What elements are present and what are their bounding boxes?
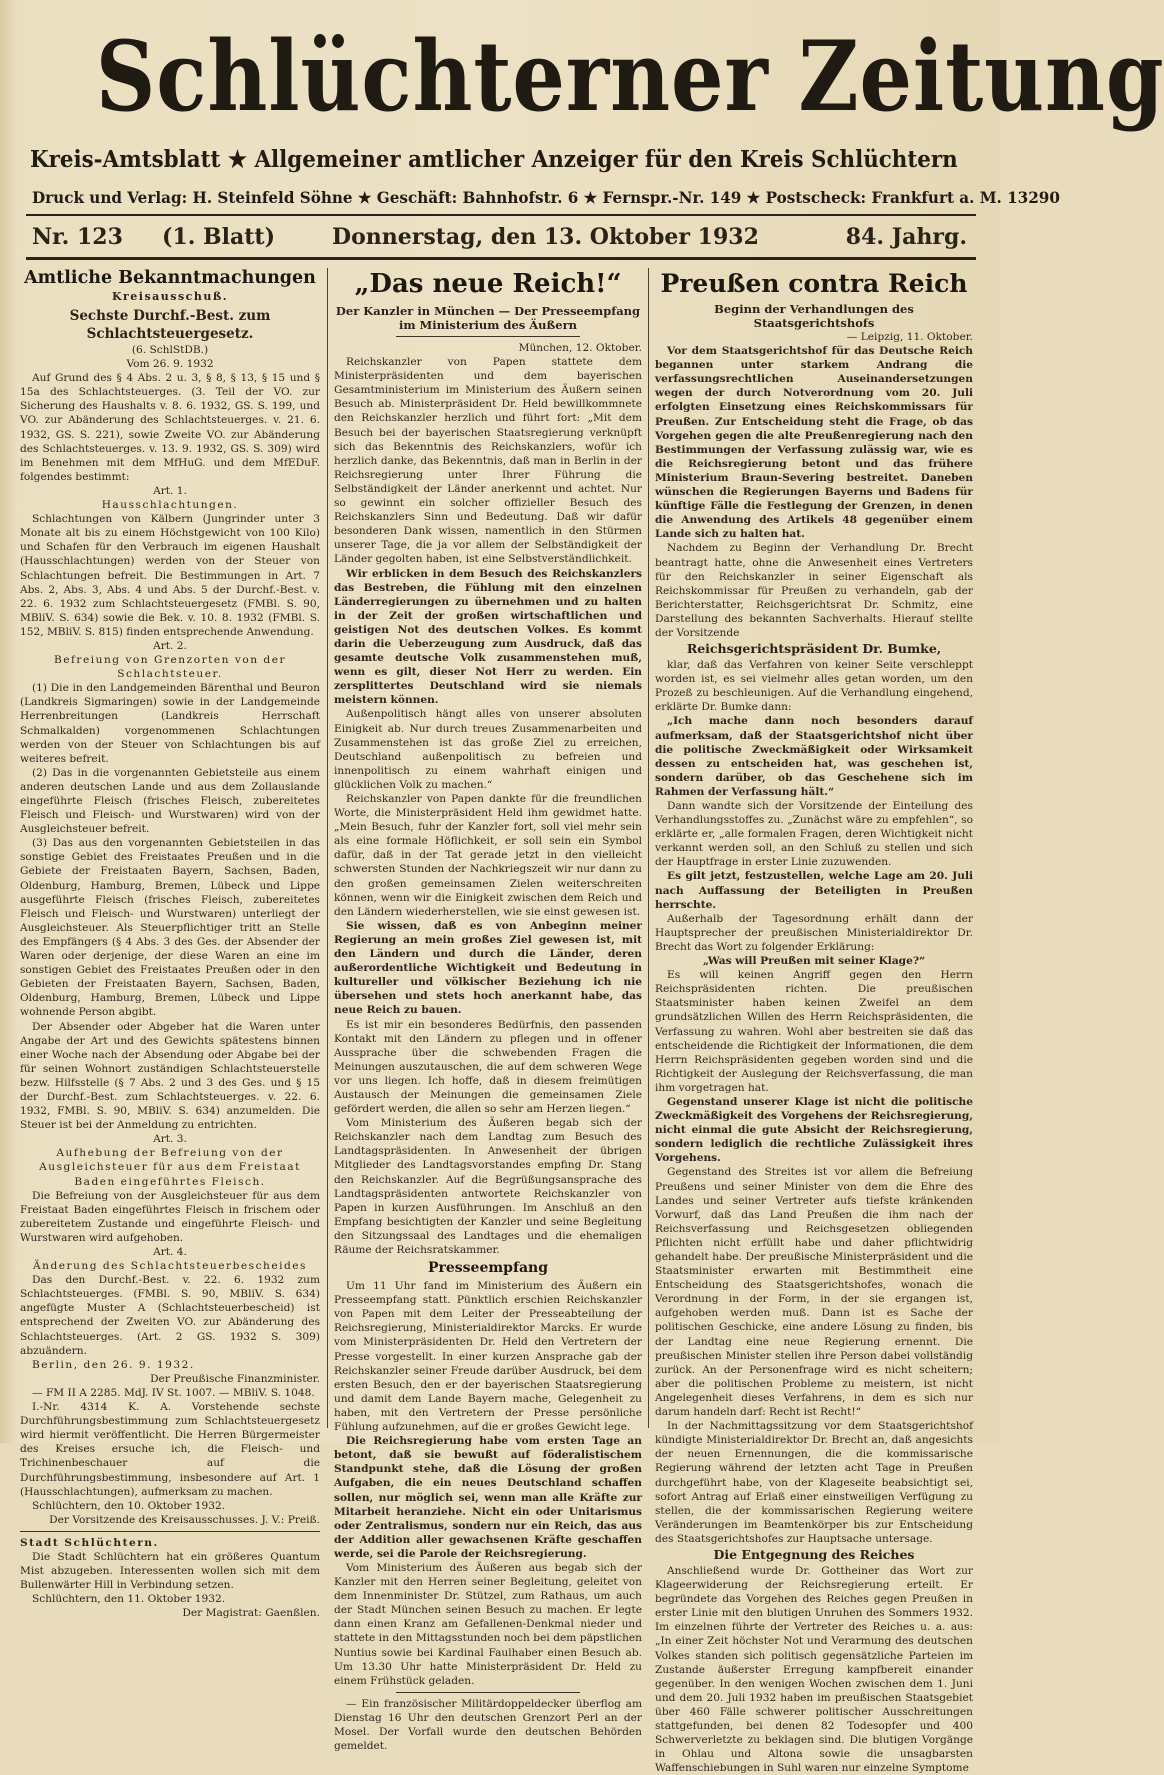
issue-date: Donnerstag, den 13. Oktober 1932: [332, 224, 759, 250]
paragraph: Die Reichsregierung habe vom ersten Tage an betont, daß sie bewußt auf föderalistischem Standpunkt stehe, daß die Lösung der großen Aufgaben, die ein neues Deutschland schaffen sollen, nur möglich sei, wenn man alle Kräfte zur Mitarbeit heranziehe. Nicht ein oder Unitarismus oder Zentralismus, sondern nur ein Reich, das aus der Addition aller gewachsenen Kräfte geschaffen werde, sei die Parole der Reichsregierung.: [334, 1435, 642, 1560]
paragraph: Vor dem Staatsgerichtshof für das Deutsche Reich begannen unter starkem Andrang die verfassungsrechtlichen Auseinandersetzungen wegen der durch Notverordnung vom 20. Juli erfolgten Einsetzung eines Reichskommissars für Preußen. Zur Entscheidung steht die Frage, ob das Vorgehen gegen die alte Preußenregierung nach den Bestimmungen der Verfassung zulässig war, wie es die Reichsregierung betont und das frühere Ministerium Braun-Severing bestreitet. Daneben wünschen die Regierungen Bayerns und Badens für künftige Fälle die Festlegung der Grenzen, in denen die Anwendung des Artikels 48 gegenüber einem Lande sich zu halten hat.: [655, 345, 973, 541]
paragraph: Gegenstand des Streites ist vor allem die Befreiung Preußens und seiner Minister von dem die Ehre des Landes und seiner Vertreter aufs tiefste kränkenden Vorwurf, daß das Land Preußen die ihm nach der Reichsverfassung und Reichsgesetzen obliegenden Pflichten nicht erfüllt habe und daher pflichtwidrig gehandelt habe. Der preußische Ministerpräsident und die Staatsminister erwarten mit Bestimmtheit eine Entscheidung des Staatsgerichtshofes, wonach die Verordnung in der Form, in der sie ergangen ist, aufgehoben werden muß. Dann ist es Sache der politischen Geschicke, eine andere Lösung zu finden, bis der Landtag eine neue Regierung ernennt. Die preußischen Minister stellen ihre Person dabei vollständig zurück. An der Personenfrage wird es nicht scheitern; aber die politischen Probleme zu meistern, ist nicht Angelegenheit dieses Verfahrens, in dem es sich nur darum handeln darf: Recht ist Recht!“: [655, 1166, 973, 1419]
column-divider: [327, 268, 328, 1428]
issue-line: [32, 218, 967, 256]
paragraph: Dann wandte sich der Vorsitzende der Einteilung des Verhandlungsstoffes zu. „Zunächst wäre zu empfehlen“, so erklärte er, „alle formalen Fragen, deren Wichtigkeit nicht verkannt werden soll, an den Schluß zu stellen und sich der Hauptfrage in erster Linie zuzuwenden.: [655, 800, 973, 869]
article-number: Art. 2.: [153, 639, 187, 652]
paragraph: Der Absender oder Abgeber hat die Waren unter Angabe der Art und des Gewichts spätestens binnen einer Woche nach der Absendung oder Abgabe bei der für seinen Wohnort zuständigen Schlachtsteuerstelle bezw. Hilfsstelle (§ 7 Abs. 2 und 3 des Ges. und § 15 der Durchf.-Best. zum Schlachtsteuerges. v. 22. 6. 1932, FMBl. S. 90, MBliV. S. 634) anzumelden. Die Steuer ist bei der Anmeldung zu entrichten.: [20, 1020, 320, 1132]
notices-subheading: Kreisausschuß.: [111, 290, 229, 303]
paragraph: Schlüchtern, den 11. Oktober 1932.: [32, 1593, 226, 1606]
issue-year: 84. Jahrg.: [845, 224, 967, 250]
paragraph: Wir erblicken in dem Besuch des Reichskanzlers das Bestreben, die Fühlung mit den einzelnen Länderregierungen zu übernehmen und zu halten in der Zeit der großen wirtschaftlichen und geistigen Not des deutschen Volkes. Es kommt darin die Ueberzeugung zum Ausdruck, daß das gesamte deutsche Volk zusammenstehen muß, wenn es gilt, dieser Not Herr zu werden. Ein zersplittertes Deutschland wird sie niemals meistern können.: [334, 567, 642, 707]
ordinance-ref: (6. SchlStDB.): [131, 344, 209, 356]
ordinance-date: Vom 26. 9. 1932: [126, 358, 214, 371]
column-official-notices: [20, 262, 320, 1620]
paragraph: (3) Das aus den vorgenannten Gebietsteilen in das sonstige Gebiet des Freistaates Preußen und in die Gebiete der Freistaaten Bayern, Sachsen, Baden, Oldenburg, Hamburg, Bremen, Lübeck und Lippe ausgeführte Fleisch (frisches Fleisch, zubereitetes Fleisch und Fleisch- und Wurstwaren) unterliegt der Ausgleichsteuer. Als Steuerpflichtiger tritt an Stelle des Empfängers (§ 4 Abs. 3 des Ges. der Absender der Waren oder derjenige, der diese Waren an eine im sonstigen Gebiet des Freistaates Preußen oder in den Gebieten der Freistaaten Bayern, Sachsen, Baden, Oldenburg, Hamburg, Bremen, Lübeck und Lippe wohnende Person abgibt.: [20, 837, 320, 1019]
article-number: Art. 3.: [153, 1133, 187, 1146]
reference-line: — FM II A 2285. MdJ. IV St. 1007. — MBliV. S. 1048.: [32, 1386, 315, 1399]
column-new-reich: [334, 262, 642, 1753]
column-divider: [648, 268, 649, 1428]
paragraph: Es gilt jetzt, festzustellen, welche Lage am 20. Juli nach Auffassung der Beteiligten in Preußen herrschte.: [655, 870, 973, 911]
dateline: München, 12. Oktober.: [518, 342, 642, 354]
paragraph: Um 11 Uhr fand im Ministerium des Äußern ein Presseempfang statt. Pünktlich erschien Reichskanzler von Papen mit dem Leiter der Presseabteilung der Reichsregierung, Ministerialdirektor Marcks. Er wurde vom Ministerpräsidenten Dr. Held den Vertretern der Presse vorgestellt. In einer kurzen Ansprache gab der Reichskanzler seiner Freude darüber Ausdruck, bei dem ersten Besuch, den er der bayerischen Staatsregierung und damit dem Lande Bayern mache, Gelegenheit zu haben, mit den Vertretern der Presse persönliche Fühlung aufzunehmen, auf die er großes Gewicht lege.: [334, 1280, 642, 1434]
paragraph: In der Nachmittagssitzung vor dem Staatsgerichtshof kündigte Ministerialdirektor Dr. Brecht an, daß angesichts der neuen Ernennungen, die die kommissarische Regierung während der letzten acht Tage in Preußen durchgeführt habe, von der Klageseite beabsichtigt sei, sofort Antrag auf Erlaß einer einstweiligen Verfügung zu stellen, die der kommissarischen Regierung weitere Veränderungen im Beamtenkörper bis zur Entscheidung des Staatsgerichtshofes zur Hauptsache untersage.: [655, 1420, 973, 1545]
paragraph: I.-Nr. 4314 K. A. Vorstehende sechste Durchführungsbestimmung zum Schlachtsteuergesetz wird hiermit veröffentlicht. Die Herren Bürgermeister des Kreises ersuche ich, die Fleisch- und Trichinenbeschauer auf die Durchführungsbestimmung, insbesondere auf Art. 1 (Hausschlachtungen), aufmerksam zu machen.: [20, 1401, 320, 1498]
article-title: Befreiung von Grenzorten von der Schlachtsteuer.: [53, 654, 287, 681]
paragraph: — Ein französischer Militärdoppeldecker überflog am Dienstag 16 Uhr den deutschen Grenzort Perl an der Mosel. Der Vorfall wurde den deutschen Behörden gemeldet.: [334, 1697, 642, 1753]
paragraph: Außenpolitisch hängt alles von unserer absoluten Einigkeit ab. Nur durch treues Zusammenarbeiten und Zusammenstehen ist das große Ziel zu erreichen, Deutschland außenpolitisch zu befreien und innenpolitisch zu einem wahrhaft einigen und glücklichen Volk zu machen.“: [334, 708, 642, 791]
signature: Der Magistrat: Gaenßlen.: [182, 1607, 320, 1620]
paragraph: Sie wissen, daß es von Anbeginn meiner Regierung an mein großes Ziel gewesen ist, mit den Ländern und durch die Länder, deren außerordentliche Wichtigkeit und Bedeutung in kultureller und völkischer Beziehung ich nie übersehen und stets hoch anerkannt habe, das neue Reich zu bauen.: [334, 919, 642, 1017]
section-heading: Reichsgerichtspräsident Dr. Bumke,: [686, 641, 942, 657]
signature: Der Vorsitzende des Kreisausschusses. J. V.: Preiß.: [49, 1513, 320, 1526]
section-heading: Stadt Schlüchtern.: [20, 1536, 159, 1549]
article-heading: „Das neue Reich!“: [354, 269, 622, 299]
article-subheading: Beginn der Verhandlungen des Staatsgerichtshofs: [714, 302, 914, 330]
masthead-rule-bottom: [26, 257, 976, 260]
masthead-title: Schlüchterner Zeitung: [95, 20, 1164, 133]
article-subheading: Der Kanzler in München — Der Presseempfang im Ministerium des Äußern: [335, 304, 641, 332]
article-heading: Preußen contra Reich: [660, 269, 968, 298]
paragraph: Es will keinen Angriff gegen den Herrn Reichspräsidenten richten. Die preußischen Staatsminister haben keinen Zweifel an dem grundsätzlichen Willen des Herrn Reichspräsidenten, die Verfassung zu wahren. Wohl aber bestreiten sie daß das entscheidende die Richtigkeit der Informationen, die dem Herrn Reichspräsidenten gegeben worden sind und die Richtigkeit der Auslegung der Reichsverfassung, die man ihm vorgetragen hat.: [655, 969, 973, 1094]
paragraph: Schlachtungen von Kälbern (Jungrinder unter 3 Monate alt bis zu einem Höchstgewicht von 100 Kilo) und Schafen für den Verbrauch im eigenen Haushalt (Hausschlachtungen) werden von der Steuer von Schlachtungen befreit. Die Bestimmungen in Art. 7 Abs. 2, Abs. 3, Abs. 4 und Abs. 5 der Durchf.-Best. v. 22. 6. 1932 zum Schlachtsteuergesetz (FMBl. S. 90, MBliV. S. 634) sowie die Bek. v. 10. 8. 1932 (FMBl. S. 152, MBliV. S. 815) finden entsprechende Anwendung.: [20, 513, 320, 638]
section-heading: Presseempfang: [427, 1260, 549, 1277]
quote-heading: „Was will Preußen mit seiner Klage?“: [702, 955, 926, 968]
article-title: Aufhebung der Befreiung von der Ausgleichsteuer für aus dem Freistaat Baden eingeführtes Fleisch.: [39, 1147, 301, 1188]
paragraph: Die Stadt Schlüchtern hat ein größeres Quantum Mist abzugeben. Interessenten wollen sich mit dem Bullenwärter Hill in Verbindung setzen.: [20, 1550, 320, 1592]
paragraph: Berlin, den 26. 9. 1932.: [32, 1358, 195, 1371]
paragraph: Das den Durchf.-Best. v. 22. 6. 1932 zum Schlachtsteuerges. (FMBl. S. 90, MBliV. S. 634) angefügte Muster A (Schlachtsteuerbescheid) ist entsprechend der Zweiten VO. zur Abänderung des Schlachtsteuerges. (Art. 2 GS. 1932 S. 309) abzuändern.: [20, 1274, 320, 1357]
paragraph: klar, daß das Verfahren von keiner Seite verschleppt worden ist, es sei vielmehr alles getan worden, um den Prozeß zu beschleunigen. Auf die Verhandlung eingehend, erklärte Dr. Bumke dann:: [655, 659, 973, 714]
paragraph: Die Befreiung von der Ausgleichsteuer für aus dem Freistaat Baden eingeführtes Fleisch in frischem oder zubereitetem Zustande und eingeführte Fleisch- und Wurstwaren wird aufgehoben.: [20, 1189, 320, 1244]
column-prussia-vs-reich: [655, 262, 973, 1775]
paragraph: Vom Ministerium des Äußeren begab sich der Reichskanzler nach dem Landtag zum Besuch des Landtagspräsidenten. In Anwesenheit der übrigen Mitglieder des Landtagsvorstandes empfing Dr. Stang den Reichskanzler. Auf die Begrüßungsansprache des Landtagspräsidenten antwortete Reichskanzler von Papen in kurzen Ausführungen. Im Anschluß an den Empfang besichtigten der Kanzler und seine Begleitung den Sitzungssaal des Landtages und die ehemaligen Räume der Reichsratskammer.: [334, 1117, 642, 1256]
dateline: — Leipzig, 11. Oktober.: [846, 331, 973, 343]
masthead-rule-top: [26, 214, 976, 216]
section-heading: Die Entgegnung des Reiches: [713, 1546, 915, 1562]
paragraph: Außerhalb der Tagesordnung erhält dann der Hauptsprecher der preußischen Ministerialdirektor Dr. Brecht das Wort zu folgender Erklärung:: [655, 912, 973, 953]
paragraph: Gegenstand unserer Klage ist nicht die politische Zweckmäßigkeit des Vorgehens der Reichsregierung, nicht einmal die gute Absicht der Reichsregierung, sondern lediglich die rechtliche Zulässigkeit ihres Vorgehens.: [655, 1095, 973, 1165]
divider: [396, 1692, 581, 1693]
article-title: Änderung des Schlachtsteuerbescheides: [33, 1260, 307, 1273]
article-title: Hausschlachtungen.: [101, 499, 239, 512]
paragraph: Vom Ministerium des Äußeren aus begab sich der Kanzler mit den Herren seiner Begleitung, geleitet von dem Innenminister Dr. Stützel, zum Rathaus, um auch der Stadt München seinen Besuch zu machen. Er legte dann einen Kranz am Gefallenen-Denkmal nieder und stattete in den Mittagsstunden noch bei dem päpstlichen Nuntius sowie bei Kardinal Faulhaber einen Besuch ab. Um 13.30 Uhr hatte Ministerpräsident Dr. Held zu einem Frühstück geladen.: [334, 1561, 642, 1687]
paragraph: Nachdem zu Beginn der Verhandlung Dr. Brecht beantragt hatte, ohne die Anwesenheit eines Vertreters für den Reichskanzler in seiner Eigenschaft als Reichskommissar für Preußen zu verhandeln, gab der Berichterstatter, Reichsgerichtsrat Dr. Schmitz, eine Darstellung des bekannten Sachverhalts. Hierauf stellte der Vorsitzende: [655, 542, 973, 639]
paragraph: „Ich mache dann noch besonders darauf aufmerksam, daß der Staatsgerichtshof nicht über die politische Zweckmäßigkeit oder Wirksamkeit dessen zu entscheiden hat, was geschehen ist, sondern darüber, ob das Geschehene sich im Rahmen der Verfassung hält.“: [655, 715, 973, 798]
issue-number: Nr. 123: [32, 224, 123, 250]
publisher-line: Druck und Verlag: H. Steinfeld Söhne ★ Geschäft: Bahnhofstr. 6 ★ Fernspr.-Nr. 149 ★ Postscheck: Frankfurt a. M. 13290: [32, 188, 1060, 207]
paragraph: Schlüchtern, den 10. Oktober 1932.: [32, 1499, 226, 1512]
signature: Der Preußische Finanzminister.: [150, 1372, 320, 1385]
masthead-subline: Kreis-Amtsblatt ★ Allgemeiner amtlicher Anzeiger für den Kreis Schlüchtern: [30, 146, 958, 173]
article-number: Art. 1.: [153, 484, 187, 497]
paragraph: Reichskanzler von Papen dankte für die freundlichen Worte, die Ministerpräsident Held ihm gewidmet hatte. „Mein Besuch, fuhr der Kanzler fort, soll viel mehr sein als eine formale Höflichkeit, er soll sein ein Symbol dafür, daß in der Tat gerade jetzt in den vielleicht schwersten Stunden der Nachkriegszeit wir nur dann zu den großen gemeinsamen Zielen weiterschreiten können, wenn wir die Einigkeit zwischen dem Reich und den Ländern wiederherstellen, wie sie einst gewesen ist.: [334, 793, 642, 918]
notices-heading: Amtliche Bekanntmachungen: [24, 268, 316, 288]
paragraph: Es ist mir ein besonderes Bedürfnis, den passenden Kontakt mit den Ländern zu pflegen und in offener Aussprache über die schwebenden Fragen die Meinungen auszutauschen, die auf dem schweren Wege vor uns liegen. Ich hoffe, daß in diesem freimütigen Austausch der Meinungen die gemeinsamen Ziele gefördert werden, die allen so sehr am Herzen liegen.“: [334, 1018, 642, 1116]
article-number: Art. 4.: [153, 1246, 187, 1258]
paragraph: (1) Die in den Landgemeinden Bärenthal und Beuron (Landkreis Sigmaringen) sowie in der Landgemeinde Herrenbreitungen (Landkreis Herrschaft Schmalkalden) vorgenommenen Schlachtungen werden von der Steuer von Schlachtungen bis auf weiteres befreit.: [20, 682, 320, 765]
ordinance-title: Sechste Durchf.-Best. zum Schlachtsteuergesetz.: [69, 308, 271, 342]
paragraph: Reichskanzler von Papen stattete dem Ministerpräsidenten und dem bayerischen Gesamtministerium im Ministerium des Äußern seinen Besuch ab. Ministerpräsident Dr. Held bewillkommnete den Reichskanzler herzlich und führt fort: „Mit dem Besuch bei der bayerischen Staatsregierung verknüpft sich das Bekenntnis des Reichskanzlers, wofür ich herzlich danke, das Bekenntnis, daß man in Berlin in der Reichsregierung unter Ihrer Führung die Selbständigkeit der Länder anerkennt und achtet. Nur so gewinnt ein solcher offizieller Besuch des Reichskanzlers Sinn und Bedeutung. Daß wir dafür besonderen Dank wissen, namentlich in den Stürmen unserer Tage, die ja vor allem der Selbständigkeit der Länder gegolten haben, ist eine Selbstverständlichkeit.: [334, 356, 642, 566]
paragraph: (2) Das in die vorgenannten Gebietsteile aus einem anderen deutschen Lande und aus dem Zollauslande eingeführte Fleisch (frisches Fleisch, zubereitetes Fleisch und Fleisch- und Wurstwaren) wird von der Ausgleichsteuer befreit.: [20, 766, 320, 836]
divider: [20, 1531, 320, 1532]
paragraph: Anschließend wurde Dr. Gottheiner das Wort zur Klageerwiderung der Reichsregierung erteilt. Er begründete das Vorgehen des Reiches gegen Preußen in erster Linie mit den blutigen Unruhen des Sommers 1932. Im einzelnen führte der Vertreter des Reiches u. a. aus: „In einer Zeit höchster Not und Verarmung des deutschen Volkes standen sich politisch gegensätzliche Parteien im Zustande äußerster Erregung kampfbereit einander gegenüber. In den wenigen Wochen zwischen dem 1. Juni und dem 20. Juli 1932 haben im preußischen Staatsgebiet über 460 Fälle schwerer politischer Ausschreitungen stattgefunden, bei denen 82 Todesopfer und 400 Schwerverletzte zu beklagen sind. Die blutigen Vorgänge in Ohlau und Altona sowie die unsagbarsten Waffenschiebungen in Suhl waren nur einzelne Symptome: [655, 1564, 973, 1775]
issue-sheet: (1. Blatt): [162, 224, 275, 250]
paragraph: Auf Grund des § 4 Abs. 2 u. 3, § 8, § 13, § 15 und § 15a des Schlachtsteuerges. (3. Teil der VO. zur Sicherung des Haushalts v. 8. 6. 1932, GS. S. 199, und VO. zur Abänderung des Schlachtsteuerges. v. 21. 6. 1932, GS. S. 221), sowie Zweite VO. zur Abänderung des Schlachtsteuerges. v. 13. 9. 1932, GS. S. 309) wird im Benehmen mit dem MfHuG. und dem MfEDuF. folgendes bestimmt:: [20, 372, 320, 483]
divider: [396, 336, 581, 337]
